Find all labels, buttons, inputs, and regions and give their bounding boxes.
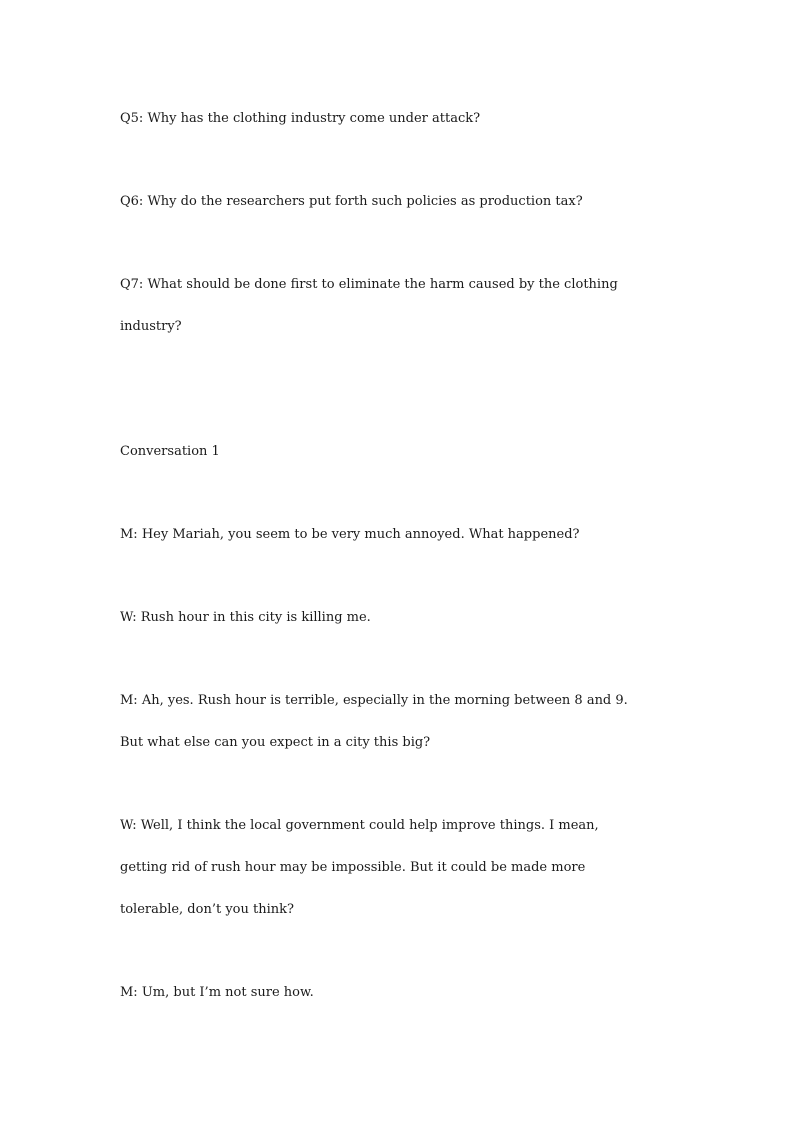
dialogue-line: M: Um, but I’m not sure how.	[120, 985, 314, 1000]
question-5: Q5: Why has the clothing industry come under attack?	[120, 111, 481, 126]
conversation-heading: Conversation 1	[120, 444, 220, 459]
dialogue-line: getting rid of rush hour may be impossible. But it could be made more	[120, 860, 586, 875]
dialogue-line: tolerable, don’t you think?	[120, 902, 294, 917]
dialogue-line: M: Ah, yes. Rush hour is terrible, especially in the morning between 8 and 9.	[120, 693, 628, 708]
dialogue-line: W: Well, I think the local government could help improve things. I mean,	[120, 818, 599, 833]
dialogue-line: But what else can you expect in a city this big?	[120, 735, 431, 750]
dialogue-line: W: Rush hour in this city is killing me.	[120, 610, 371, 625]
dialogue-line: M: Hey Mariah, you seem to be very much annoyed. What happened?	[120, 527, 580, 542]
question-7-line-2: industry?	[120, 319, 182, 334]
question-6: Q6: Why do the researchers put forth such policies as production tax?	[120, 194, 583, 209]
question-7-line-1: Q7: What should be done first to eliminate the harm caused by the clothing	[120, 277, 618, 292]
